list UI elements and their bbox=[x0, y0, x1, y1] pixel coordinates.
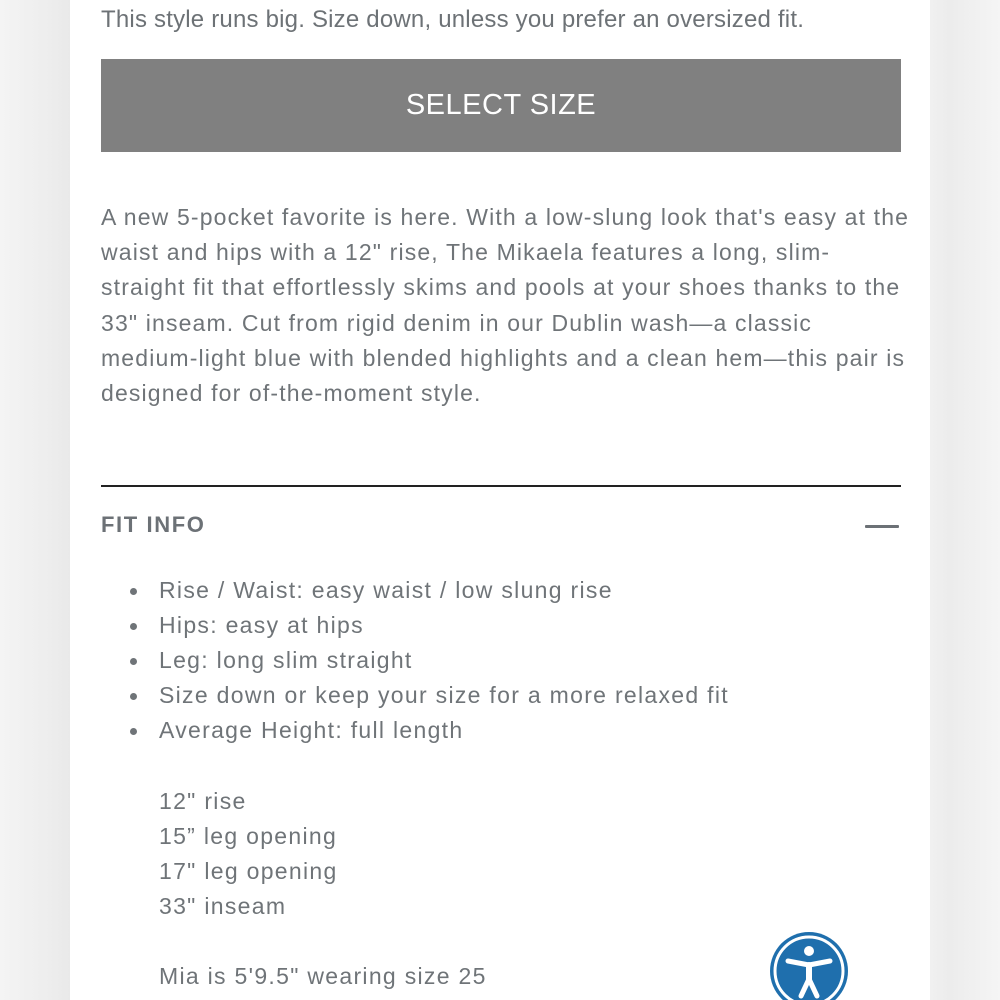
accessibility-icon bbox=[770, 932, 848, 1000]
model-size-note: Mia is 5'9.5" wearing size 25 bbox=[159, 963, 487, 989]
bullet-icon bbox=[130, 623, 137, 630]
measurement-leg-opening-17: 17" leg opening bbox=[159, 858, 338, 884]
list-item bbox=[101, 643, 729, 678]
list-item bbox=[101, 713, 729, 748]
left-margin bbox=[0, 0, 70, 1000]
measurements-list bbox=[159, 784, 338, 924]
fit-item-text: Size down or keep your size for a more relaxed fit bbox=[159, 682, 729, 708]
fit-item-text: Average Height: full length bbox=[159, 717, 464, 743]
product-description: A new 5-pocket favorite is here. With a low-slung look that's easy at the waist and hips with a 12" rise, The Mikaela features a long, slim-straight fit that effortlessly skims and pools at your shoes thanks to the 33" inseam. Cut from rigid denim in our Dublin wash—a classic medium-light blue with blended highlights and a clean hem—this pair is designed for of-the-moment style. bbox=[101, 204, 910, 407]
fit-item-text: Rise / Waist: easy waist / low slung rise bbox=[159, 577, 613, 603]
fit-info-list bbox=[101, 573, 729, 748]
bullet-icon bbox=[130, 658, 137, 665]
measurement-rise: 12" rise bbox=[159, 788, 247, 814]
list-item bbox=[101, 608, 729, 643]
bullet-icon bbox=[130, 693, 137, 700]
fit-info-accordion-header[interactable] bbox=[101, 508, 901, 544]
list-item bbox=[101, 573, 729, 608]
fit-item-text: Leg: long slim straight bbox=[159, 647, 413, 673]
minus-icon[interactable] bbox=[865, 516, 899, 538]
product-details-panel bbox=[70, 0, 930, 1000]
measurement-leg-opening-15: 15” leg opening bbox=[159, 823, 338, 849]
right-margin bbox=[930, 0, 1000, 1000]
bullet-icon bbox=[130, 588, 137, 595]
sizing-note: This style runs big. Size down, unless you prefer an oversized fit. bbox=[101, 6, 805, 33]
list-item bbox=[101, 678, 729, 713]
section-divider bbox=[101, 485, 901, 487]
bullet-icon bbox=[130, 728, 137, 735]
select-size-button[interactable]: SELECT SIZE bbox=[101, 59, 901, 152]
fit-info-title: FIT INFO bbox=[101, 512, 206, 537]
measurement-inseam: 33" inseam bbox=[159, 893, 287, 919]
accessibility-button[interactable] bbox=[770, 932, 848, 1000]
fit-item-text: Hips: easy at hips bbox=[159, 612, 364, 638]
